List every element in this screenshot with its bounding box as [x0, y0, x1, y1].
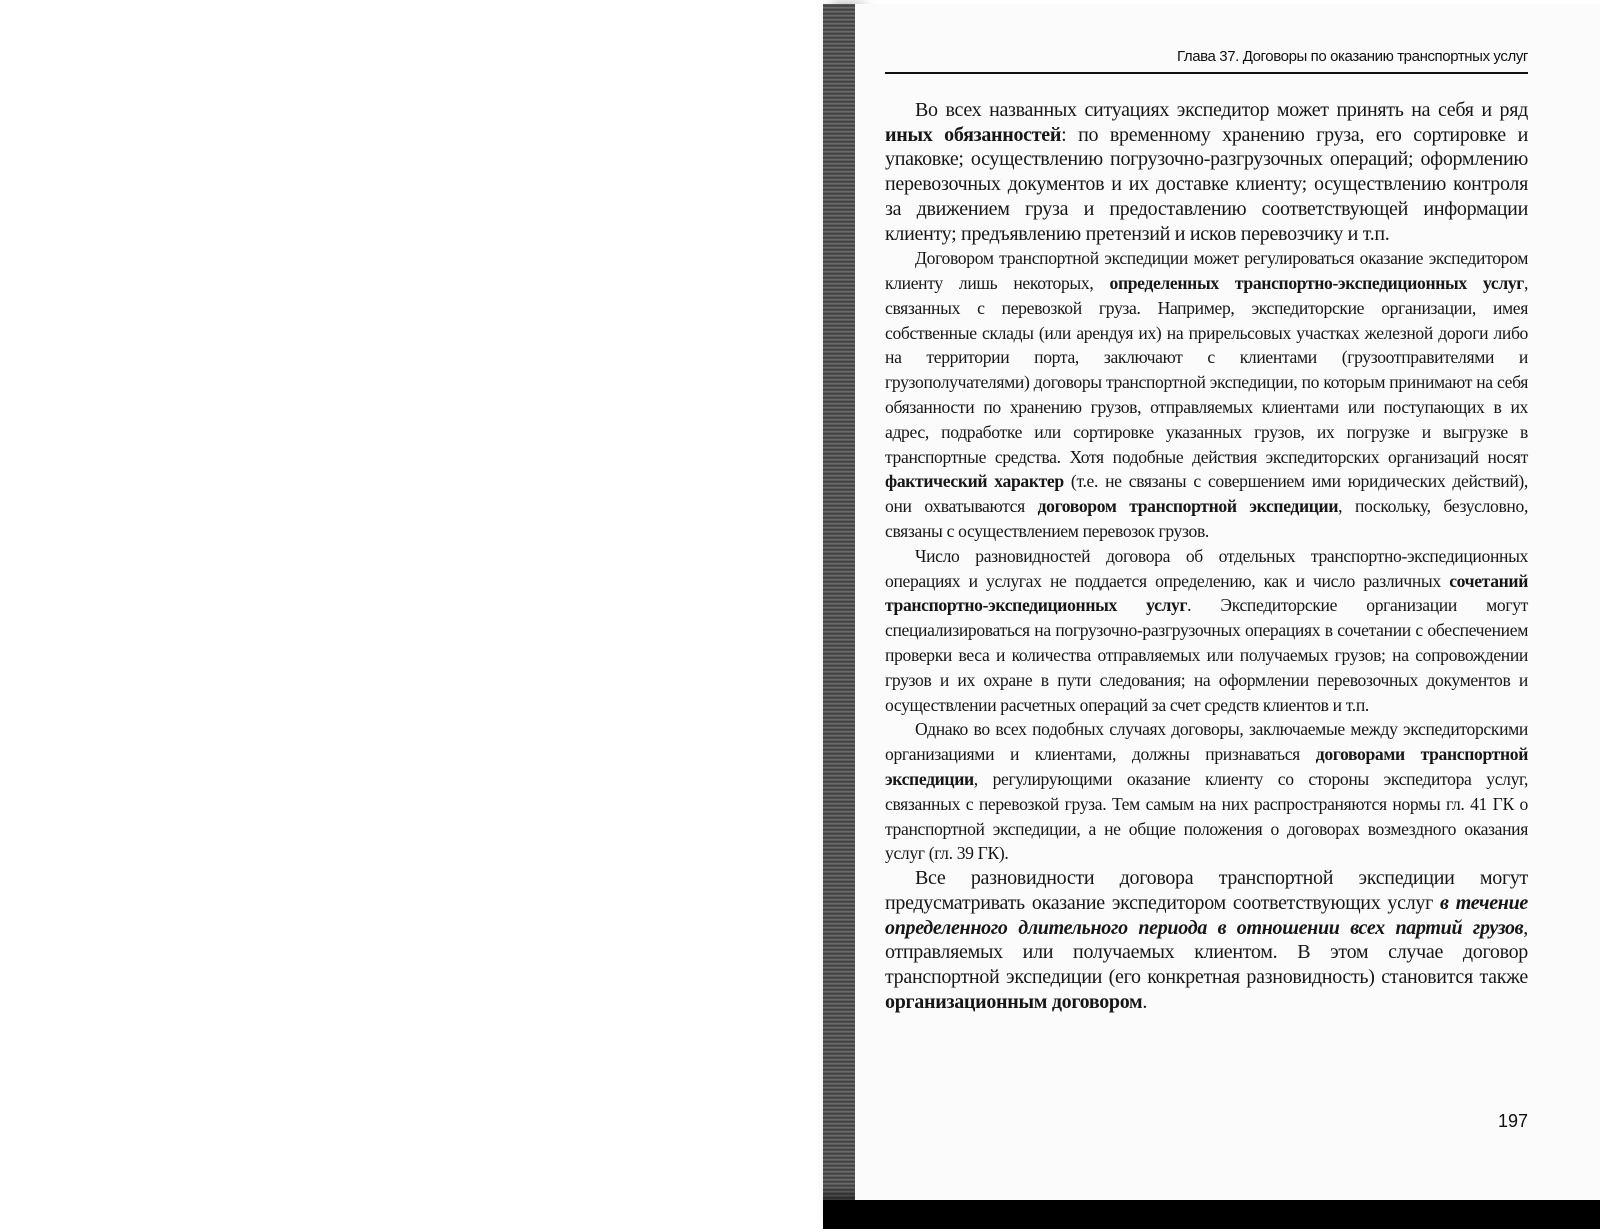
header-rule — [885, 72, 1528, 74]
bold-term: договорами транспортной экспедиции — [885, 744, 1528, 789]
scan-bottom-edge — [823, 1200, 1600, 1229]
bold-italic-term: в течение определенного длительного периода в отношении всех партий грузов — [885, 891, 1528, 939]
bold-term: иных обязанностей — [885, 123, 1062, 146]
paragraph-2 — [885, 246, 1528, 544]
bold-term: организационным договором — [885, 990, 1143, 1013]
bold-term: сочетаний транспортно-экспедиционных услуг — [885, 570, 1528, 616]
bold-term: фактический характер — [885, 471, 1064, 492]
paragraph-1 — [885, 98, 1528, 246]
bold-term: определенных транспортно-экспедиционных услуг — [1109, 273, 1524, 294]
text-run: Однако во всех подобных случаях договоры, заключаемые между экспедиторскими организациями и клиентами, должны признаваться — [885, 719, 1528, 765]
body-text — [885, 98, 1528, 1014]
text-run: , отправляемых или получаемых клиентом. В этом случае договор транспортной экспедиции (его конкретная разновидность) становится также — [885, 916, 1528, 988]
text-run: , связанных с перевозкой груза. Например, экспедиторские организации, имея собственные склады (или арендуя их) на прирельсовых участках железной дороги либо на территории порта, заключают с клиентами (грузоотправителями и грузополучателями) договоры транспортной экспедиции, по которым принимают на себя обязанности по хранению грузов, отправляемых клиентами или поступающих в их адрес, подработке или сортировке указанных грузов, их погрузке и выгрузке в транспортные средства. Хотя подобные действия экспедиторских организаций носят — [885, 273, 1529, 467]
running-head: Глава 37. Договоры по оказанию транспортных услуг — [1176, 48, 1528, 65]
text-run: (т.е. не связаны с совершением ими юридических действий), они охватываются — [885, 471, 1528, 517]
text-run: . Экспедиторские организации могут специализироваться на погрузочно-разгрузочных операциях в сочетании с обеспечением проверки веса и количества отправляемых или получаемых грузов; на сопровождении грузов и их охране в пути следования; на оформлении перевозочных документов и осуществлении расчетных операций за счет средств клиентов и т.п. — [885, 595, 1528, 715]
book-binding-shadow — [823, 4, 855, 1219]
text-run: : по временному хранению груза, его сортировке и упаковке; осуществлению погрузочно-разгрузочных операций; оформлению перевозочных документов и их доставке клиенту; осуществлению контроля за движением груза и предоставлению соответствующей информации клиенту; предъявлению претензий и исков перевозчику и т.п. — [885, 123, 1528, 245]
bold-term: договором транспортной экспедиции — [1037, 496, 1339, 517]
text-run: Число разновидностей договора об отдельных транспортно-экспедиционных операциях и услугах не поддается определению, как и число различных — [885, 545, 1528, 591]
text-run: , регулирующими оказание клиенту со стороны экспедитора услуг, связанных с перевозкой груза. Тем самым на них распространяются нормы гл. 41 ГК о транспортной экспедиции, а не общие положения о договорах возмездного оказания услуг (гл. 39 ГК). — [885, 768, 1528, 864]
text-run: , поскольку, безусловно, связаны с осуществлением перевозок грузов. — [885, 496, 1528, 541]
paragraph-5 — [885, 866, 1528, 1014]
text-run: . — [1142, 990, 1148, 1013]
page-number: 197 — [1497, 1111, 1528, 1131]
text-run: Во всех названных ситуациях экспедитор может принять на себя и ряд — [915, 99, 1528, 121]
text-run: Все разновидности договора транспортной экспедиции могут предусматривать оказание экспедитором соответствующих услуг — [885, 867, 1528, 914]
paragraph-4 — [885, 717, 1528, 866]
book-page — [855, 4, 1600, 1200]
paragraph-3 — [885, 544, 1528, 718]
text-run: Договором транспортной экспедиции может регулироваться оказание экспедитором клиенту лишь некоторых, — [885, 248, 1528, 294]
